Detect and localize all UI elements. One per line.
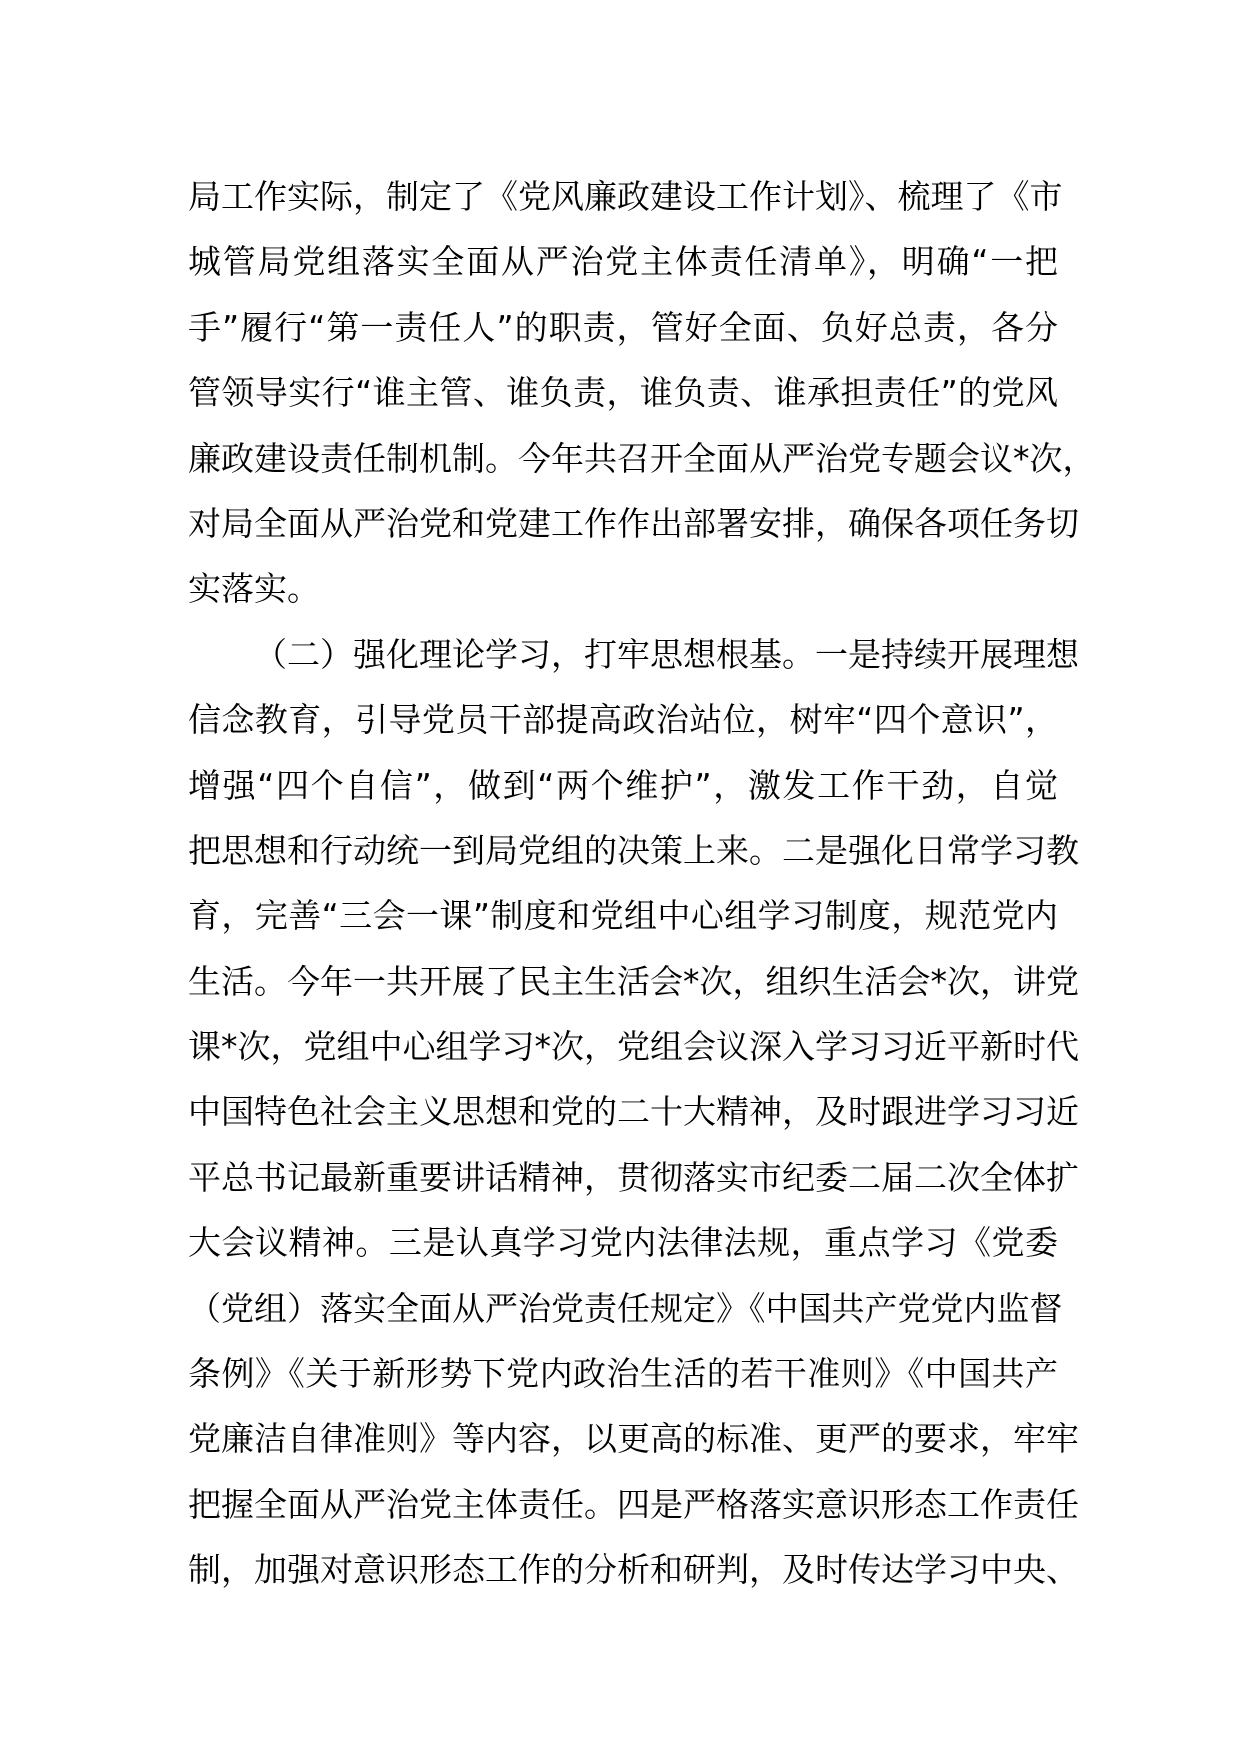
section-heading-line: （二）强化理论学习，打牢思想根基。一是持续开展理想 [254, 634, 1079, 674]
text-line: 手”履行“第一责任人”的职责，管好全面、负好总责，各分 [188, 307, 1058, 347]
text-line: 育，完善“三会一课”制度和党组中心组学习制度，规范党内 [188, 896, 1058, 936]
text-line: 生活。今年一共开展了民主生活会*次，组织生活会*次，讲党 [188, 961, 1079, 1001]
text-line: 廉政建设责任制机制。今年共召开全面从严治党专题会议*次， [188, 438, 1096, 478]
body-text [188, 164, 1096, 1603]
text-line: 城管局党组落实全面从严治党主体责任清单》，明确“一把 [188, 242, 1058, 282]
text-line: 信念教育，引导党员干部提高政治站位，树牢“四个意识”， [188, 700, 1058, 740]
text-line: 实落实。 [188, 569, 320, 609]
text-line: 管领导实行“谁主管、谁负责，谁负责、谁承担责任”的党风 [188, 373, 1058, 413]
text-line: （党组）落实全面从严治党责任规定》《中国共产党党内监督 [188, 1288, 1063, 1328]
text-line: 平总书记最新重要讲话精神，贯彻落实市纪委二届二次全体扩 [188, 1157, 1079, 1197]
text-line: 课*次，党组中心组学习*次，党组会议深入学习习近平新时代 [188, 1027, 1079, 1067]
text-line: 局工作实际，制定了《党风廉政建设工作计划》、梳理了《市 [188, 177, 1063, 216]
text-line: 把思想和行动统一到局党组的决策上来。二是强化日常学习教 [188, 830, 1079, 870]
text-line: 大会议精神。三是认真学习党内法律法规，重点学习《党委 [188, 1223, 1058, 1263]
text-line: 制，加强对意识形态工作的分析和研判，及时传达学习中央、 [188, 1550, 1079, 1590]
text-line: 增强“四个自信”，做到“两个维护”，激发工作干劲，自觉 [188, 765, 1058, 805]
text-line: 条例》《关于新形势下党内政治生活的若干准则》《中国共产 [188, 1354, 1058, 1394]
text-line: 中国特色社会主义思想和党的二十大精神，及时跟进学习习近 [188, 1092, 1079, 1132]
text-line: 党廉洁自律准则》等内容，以更高的标准、更严的要求，牢牢 [188, 1419, 1079, 1459]
text-line: 对局全面从严治党和党建工作作出部署安排，确保各项任务切 [188, 503, 1079, 543]
text-line: 把握全面从严治党主体责任。四是严格落实意识形态工作责任 [188, 1484, 1079, 1524]
